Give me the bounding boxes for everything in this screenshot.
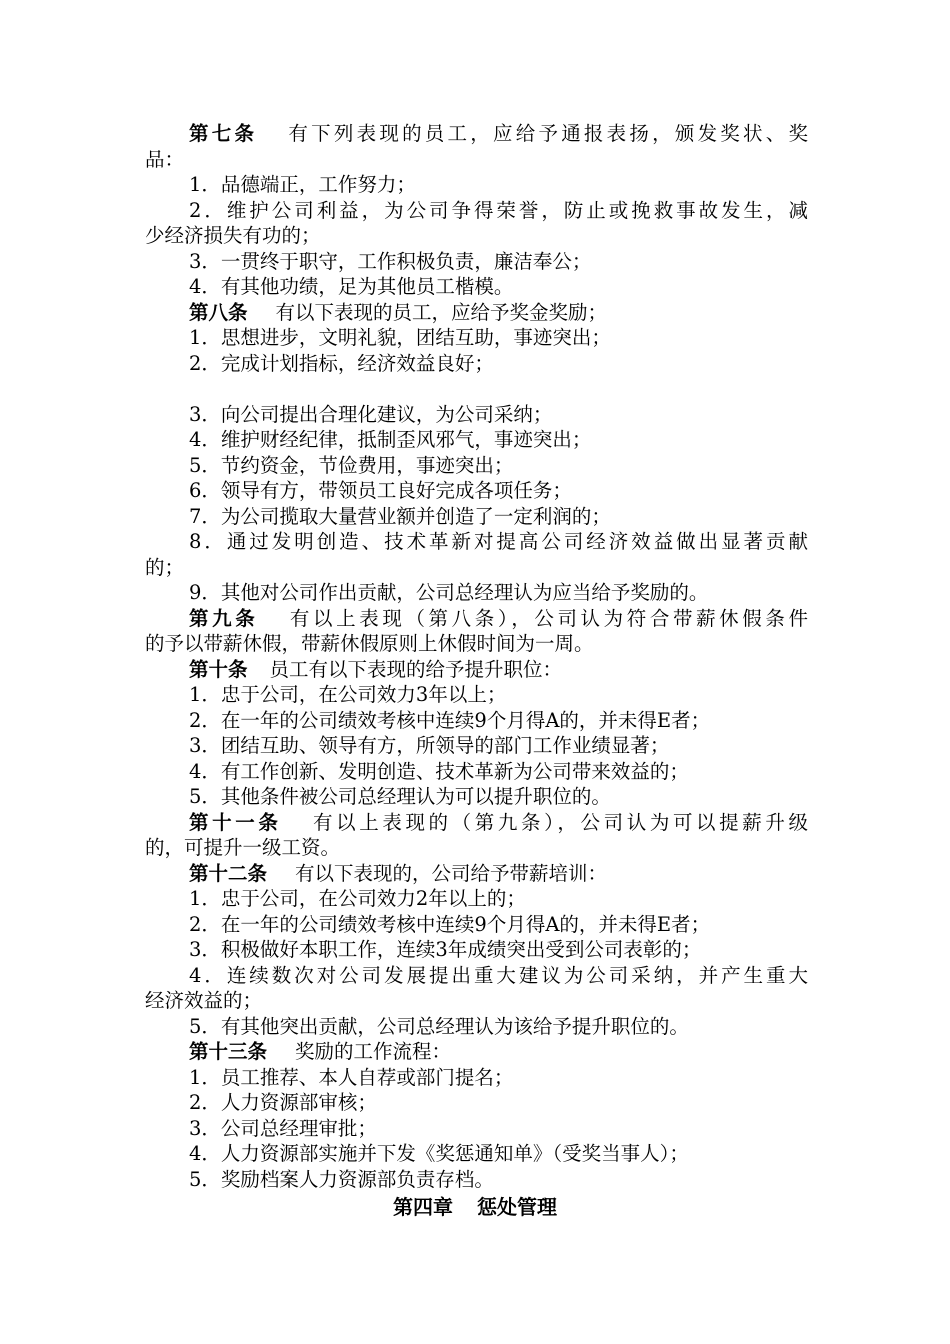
blank-line [145,376,808,402]
article-12-heading [145,861,808,887]
article-8-item-4: 4．维护财经纪律，抵制歪风邪气，事迹突出； [189,428,592,451]
article-10-item-5: 5．其他条件被公司总经理认为可以提升职位的。 [189,785,611,808]
article-8-item-9: 9．其他对公司作出贡献，公司总经理认为应当给予奖励的。 [189,581,709,604]
article-10-label: 第十条 [189,657,248,681]
article-11-heading [145,810,808,836]
article-8-item-8-cont: 的； [145,555,185,579]
article-12-item-3: 3．积极做好本职工作，连续3年成绩突出受到公司表彰的； [189,938,702,961]
article-13-label: 第十三条 [189,1040,268,1063]
article-13-text: 奖励的工作流程： [295,1040,452,1063]
chapter-number: 第四章 [393,1195,453,1219]
article-9-label: 第九条 [189,606,259,630]
article-13-heading [145,1039,808,1065]
article-12-item-4: 4．连续数次对公司发展提出重大建议为公司采纳，并产生重大 [189,963,808,987]
article-10-heading [145,657,808,683]
article-9-text-cont: 的予以带薪休假，带薪休假原则上休假时间为一周。 [145,632,594,655]
article-8-item-5: 5．节约资金，节俭费用，事迹突出； [189,453,514,477]
chapter-heading [0,1194,950,1220]
article-11-text-cont: 的，可提升一级工资。 [145,836,341,859]
article-7-item-3: 3．一贯终于职守，工作积极负责，廉洁奉公； [189,249,592,273]
article-7-heading [145,121,808,147]
article-7-item-2: 2．维护公司利益，为公司争得荣誉，防止或挽救事故发生，减 [189,198,808,222]
article-8-item-7: 7．为公司揽取大量营业额并创造了一定利润的； [189,504,611,528]
article-10-text: 员工有以下表现的给予提升职位： [269,657,563,681]
article-7-label: 第七条 [189,122,258,145]
article-12-item-4-cont: 经济效益的； [145,989,263,1012]
article-8-item-3: 3．向公司提出合理化建议，为公司采纳； [189,402,553,426]
article-9-text: 有以上表现（第八条），公司认为符合带薪休假条件 [286,606,808,630]
article-12-item-5: 5．有其他突出贡献，公司总经理认为该给予提升职位的。 [189,1014,689,1038]
article-7-text: 有下列表现的员工，应给予通报表扬，颁发奖状、奖 [285,122,808,145]
document-body [145,121,808,1192]
article-12-item-1: 1．忠于公司，在公司效力2年以上的； [189,887,526,910]
article-7-item-1: 1．品德端正，工作努力； [189,173,416,196]
article-10-item-2: 2．在一年的公司绩效考核中连续9个月得A的，并未得E者； [189,708,711,732]
article-9-heading [145,606,808,632]
article-10-item-3: 3．团结互助、领导有方，所领导的部门工作业绩显著； [189,734,670,757]
article-8-label: 第八条 [189,300,248,324]
article-10-item-1: 1．忠于公司，在公司效力3年以上； [189,683,507,706]
article-8-item-2: 2．完成计划指标，经济效益良好； [189,351,494,375]
article-8-heading [145,300,808,326]
article-12-item-2: 2．在一年的公司绩效考核中连续9个月得A的，并未得E者； [189,912,711,936]
article-11-label: 第十一条 [189,810,282,834]
article-8-item-1: 1．思想进步，文明礼貌，团结互助，事迹突出； [189,326,611,349]
article-13-item-4: 4．人力资源部实施并下发《奖惩通知单》（受奖当事人）； [189,1142,689,1165]
article-8-item-8: 8．通过发明创造、技术革新对提高公司经济效益做出显著贡献 [189,530,808,553]
article-13-item-3: 3．公司总经理审批； [189,1116,377,1140]
article-8-text: 有以下表现的员工，应给予奖金奖励； [275,300,608,324]
article-10-item-4: 4．有工作创新、发明创造、技术革新为公司带来效益的； [189,759,689,783]
article-13-item-2: 2．人力资源部审核； [189,1091,377,1114]
article-7-item-4: 4．有其他功绩，足为其他员工楷模。 [189,275,514,298]
article-12-label: 第十二条 [189,861,268,885]
article-13-item-5: 5．奖励档案人力资源部负责存档。 [189,1167,494,1191]
chapter-title: 惩处管理 [477,1195,557,1219]
article-8-item-6: 6．领导有方，带领员工良好完成各项任务； [189,479,572,502]
article-7-text-cont: 品： [145,147,185,171]
article-13-item-1: 1．员工推荐、本人自荐或部门提名； [189,1065,514,1089]
article-7-item-2-cont: 少经济损失有功的； [145,224,321,247]
article-11-text: 有以上表现的（第九条），公司认为可以提薪升级 [309,810,808,834]
article-12-text: 有以下表现的，公司给予带薪培训： [295,861,608,885]
